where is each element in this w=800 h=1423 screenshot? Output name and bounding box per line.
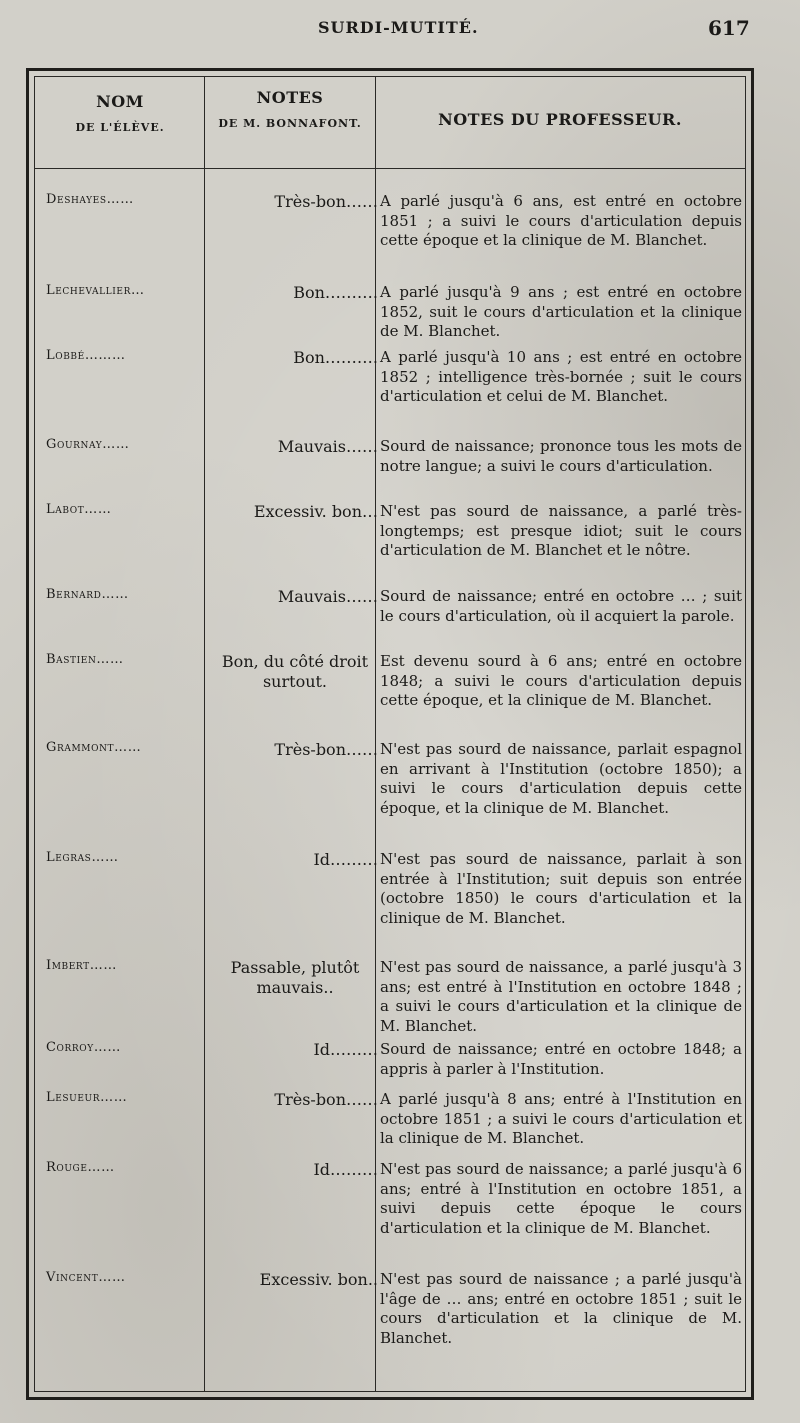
student-name-text: Legras (46, 850, 92, 865)
dot-leader: …… (102, 437, 130, 452)
student-name-text: Lesueur (46, 1090, 101, 1105)
student-name-text: Gournay (46, 437, 103, 452)
bonnafont-note: Excessiv. bon… (253, 502, 378, 521)
header-notes-subtitle: DE M. BONNAFONT. (218, 117, 362, 130)
dot-leader: …… (100, 1090, 128, 1105)
professor-note: Sourd de naissance; entré en octobre 1848; a appris à parler à l'Institution. (380, 1040, 742, 1078)
header-notes-title: NOTES (256, 88, 324, 107)
header-notes (206, 88, 374, 130)
professor-note: Est devenu sourd à 6 ans; entré en octobre 1848; a suivi le cours d'articulation depuis cette époque, et la clinique de M. Blanchet. (380, 652, 742, 709)
student-name (46, 283, 145, 298)
professor-note: N'est pas sourd de naissance, a parlé jusqu'à 3 ans; est entré à l'Institution en octobre 1848 ; a suivi le cours d'articulation et la clinique de M. Blanchet. (380, 958, 742, 1035)
professor-note: N'est pas sourd de naissance, parlait espagnol en arrivant à l'Institution (octobre 1850); a suivi le cours d'articulation depuis cette époque, et la clinique de M. Blanchet. (380, 740, 742, 817)
student-name-text: Bernard (46, 587, 102, 602)
dot-leader: …… (91, 850, 119, 865)
professor-note: N'est pas sourd de naissance, parlait à son entrée à l'Institution; suit depuis son entrée (octobre 1850) le cours d'articulation et la clinique de M. Blanchet. (380, 850, 742, 927)
bonnafont-note: Mauvais…… (277, 437, 378, 456)
professor-note: Sourd de naissance; entré en octobre … ; suit le cours d'articulation, où il acquiert la parole. (380, 587, 742, 625)
header-nom (40, 92, 200, 134)
professor-note: A parlé jusqu'à 8 ans; entré à l'Institution en octobre 1851 ; a suivi le cours d'articulation et la clinique de M. Blanchet. (380, 1090, 742, 1147)
header-rule-1 (34, 168, 204, 169)
student-name (46, 437, 129, 452)
dot-leader: …… (89, 958, 117, 973)
running-title: SURDI-MUTITÉ. (318, 18, 479, 37)
student-name-text: Grammont (46, 740, 115, 755)
bonnafont-note: Excessiv. bon.. (259, 1270, 378, 1289)
dot-leader: …… (96, 652, 124, 667)
dot-leader: …… (114, 740, 142, 755)
student-name (46, 1160, 115, 1175)
dot-leader: …… (106, 192, 134, 207)
student-name-text: Corroy (46, 1040, 94, 1055)
header-prof: NOTES DU PROFESSEUR. (438, 110, 682, 129)
student-name (46, 958, 117, 973)
student-name-text: Bastien (46, 652, 97, 667)
header-nom-title: NOM (96, 92, 144, 111)
dot-leader: …… (84, 502, 112, 517)
professor-note: N'est pas sourd de naissance; a parlé jusqu'à 6 ans; entré à l'Institution en octobre 1851, a suivi depuis cette époque le cours d'articulation et la clinique de M. Blanchet. (380, 1160, 742, 1237)
bonnafont-note: Id……… (313, 850, 378, 869)
professor-note: N'est pas sourd de naissance ; a parlé jusqu'à l'âge de … ans; entré en octobre 1851 ; suit le cours d'articulation et la clinique de M. Blanchet. (380, 1270, 742, 1347)
student-name-text: Labot (46, 502, 85, 517)
student-name (46, 502, 112, 517)
bonnafont-note: Bon, du côté droit surtout. (221, 652, 369, 691)
dot-leader: … (130, 283, 145, 298)
dot-leader: …… (98, 1270, 126, 1285)
student-name-text: Lechevallier (46, 283, 131, 298)
student-name (46, 587, 129, 602)
student-name (46, 348, 126, 363)
header-nom-subtitle: DE L'ÉLÈVE. (75, 121, 165, 134)
student-name (46, 652, 124, 667)
header-rule-3 (375, 168, 746, 169)
student-name (46, 850, 119, 865)
professor-note: A parlé jusqu'à 6 ans, est entré en octobre 1851 ; a suivi le cours d'articulation depuis cette époque et la clinique de M. Blanchet. (380, 192, 742, 249)
professor-note: N'est pas sourd de naissance, a parlé très-longtemps; est presque idiot; suit le cours d'articulation de M. Blanchet et le nôtre. (380, 502, 742, 559)
dot-leader: …… (93, 1040, 122, 1055)
bonnafont-note: Très-bon…… (274, 1090, 378, 1109)
bonnafont-note: Mauvais…… (277, 587, 378, 606)
bonnafont-note: Très-bon…… (274, 740, 378, 759)
student-name (46, 1270, 126, 1285)
dot-leader: ……… (84, 348, 126, 363)
running-head (0, 14, 800, 44)
student-name-text: Deshayes (46, 192, 107, 207)
page-number: 617 (708, 16, 750, 40)
column-rule-1 (204, 76, 205, 1392)
professor-note: A parlé jusqu'à 10 ans ; est entré en octobre 1852 ; intelligence très-bornée ; suit le cours d'articulation et celui de M. Blanchet. (380, 348, 742, 405)
student-name-text: Lobbé (46, 348, 85, 363)
student-name-text: Imbert (46, 958, 90, 973)
bonnafont-note: Id……… (313, 1160, 378, 1179)
bonnafont-note: Bon………. (293, 348, 378, 367)
dot-leader: …… (87, 1160, 115, 1175)
professor-note: Sourd de naissance; prononce tous les mots de notre langue; a suivi le cours d'articulation. (380, 437, 742, 475)
student-name (46, 1090, 127, 1105)
student-name (46, 192, 134, 207)
student-name (46, 740, 141, 755)
bonnafont-note: Bon………. (293, 283, 378, 302)
student-name-text: Rouge (46, 1160, 88, 1175)
dot-leader: …… (101, 587, 129, 602)
student-name (46, 1040, 121, 1055)
bonnafont-note: Id……… (313, 1040, 378, 1059)
header-rule-2 (204, 168, 375, 169)
student-name-text: Vincent (46, 1270, 99, 1285)
bonnafont-note: Passable, plutôt mauvais.. (230, 958, 360, 997)
bonnafont-note: Très-bon…… (274, 192, 378, 211)
column-rule-2 (375, 76, 376, 1392)
professor-note: A parlé jusqu'à 9 ans ; est entré en octobre 1852, suit le cours d'articulation et la clinique de M. Blanchet. (380, 283, 742, 340)
